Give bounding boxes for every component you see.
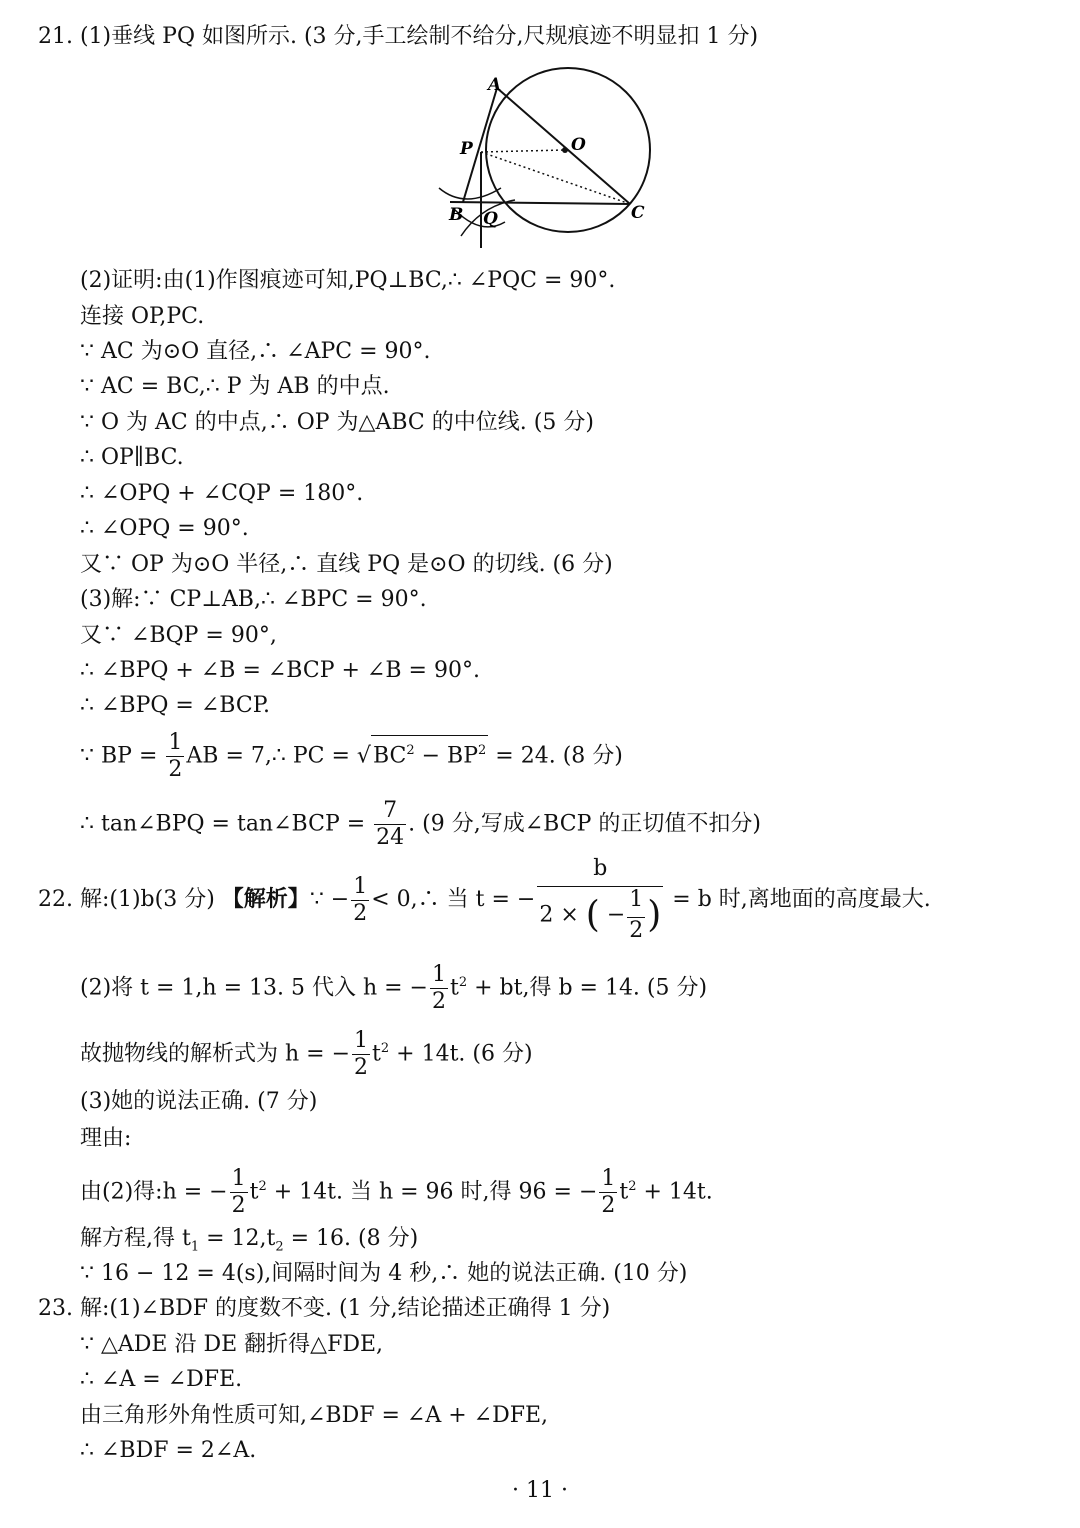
fraction: $\frac{1}{2}$ (431, 962, 446, 1014)
q22-line-5: 理由: (80, 1126, 132, 1151)
label-a: A (488, 75, 502, 95)
q23-line-4: 由三角形外角性质可知,∠BDF = ∠A + ∠DFE, (80, 1403, 549, 1428)
q22-line-1: 22. 解:(1)b(3 分) 【解析】∵ − $\frac{1}{2}$ < 0,∴ 当 t = − b 2 × ( − $\frac{1}{2}$ ) = b 时,离地面的高度最大. (38, 856, 931, 943)
q22-line-6: 由(2)得:h = − $\frac{1}{2}$ $t^2 + 14t$. 当 h = 96 时,得 96 = − $\frac{1}{2}$ $t^2 + 14t$. (80, 1166, 713, 1218)
q21-line-9: 又∵ OP 为⊙O 半径,∴ 直线 PQ 是⊙O 的切线. (6 分) (80, 552, 613, 577)
fraction: $\frac{1}{2}$ (353, 873, 368, 926)
q21-heading: 21. (1)垂线 PQ 如图所示. (3 分,手工绘制不给分,尺规痕迹不明显扣 1 分) (38, 24, 759, 49)
label-q: Q (483, 209, 498, 229)
q22-line-7: 解方程,得 $t_1 = 12,t_2 = 16$. (8 分) (80, 1226, 419, 1255)
q22-line-3: 故抛物线的解析式为 h = − $\frac{1}{2}$ $t^2 + 14t$. (6 分) (80, 1028, 533, 1080)
label-b: B (449, 205, 464, 225)
q21-line-15: ∴ tan∠BPQ = tan∠BCP = $\frac{7}{24}$ . (9 分,写成∠BCP 的正切值不扣分) (80, 798, 761, 850)
inner-fraction: $\frac{1}{2}$ (629, 887, 644, 943)
analysis-tag: 【解析】 (221, 886, 310, 912)
fraction: $\frac{1}{2}$ (231, 1166, 246, 1218)
vertex-fraction: b 2 × ( − $\frac{1}{2}$ ) (539, 856, 662, 943)
q21-line-6: ∴ OP∥BC. (80, 445, 184, 470)
label-o: O (571, 135, 586, 155)
q21-line-11: 又∵ ∠BQP = 90°, (80, 623, 277, 648)
q23-line-3: ∴ ∠A = ∠DFE. (80, 1367, 243, 1392)
q21-line-4: ∵ AC = BC,∴ P 为 AB 的中点. (80, 374, 390, 399)
q21-line-14: ∵ BP = $\frac{1}{2}$ AB = 7,∴ PC = $√BC^2 - BP^2 = 24$. (8 分) (80, 730, 623, 782)
q21-line-10: (3)解:∵ CP⊥AB,∴ ∠BPC = 90°. (80, 587, 427, 612)
q21-line-5: ∵ O 为 AC 的中点,∴ OP 为△ABC 的中位线. (5 分) (80, 410, 594, 435)
segment-ac (497, 88, 630, 204)
segment-pc (481, 152, 630, 204)
q21-line-8: ∴ ∠OPQ = 90°. (80, 516, 249, 541)
square-root: $√BC^2 - BP^2$ (357, 735, 488, 771)
fraction: $\frac{1}{2}$ (354, 1028, 369, 1080)
geometry-figure (425, 60, 665, 255)
label-p: P (460, 139, 473, 159)
q22-line-4: (3)她的说法正确. (7 分) (80, 1089, 318, 1114)
q23-line-2: ∵ △ADE 沿 DE 翻折得△FDE, (80, 1332, 384, 1357)
q21-line-12: ∴ ∠BPQ + ∠B = ∠BCP + ∠B = 90°. (80, 658, 480, 683)
q22-line-8: ∵ 16 − 12 = 4(s),间隔时间为 4 秒,∴ 她的说法正确. (10 分) (80, 1261, 688, 1286)
label-c: C (631, 203, 645, 223)
q21-line-2: 连接 OP,PC. (80, 304, 205, 329)
q23-line-5: ∴ ∠BDF = 2∠A. (80, 1438, 257, 1463)
q21-line-7: ∴ ∠OPQ + ∠CQP = 180°. (80, 481, 364, 506)
q21-line-3: ∵ AC 为⊙O 直径,∴ ∠APC = 90°. (80, 339, 431, 364)
center-dot (562, 147, 568, 153)
segment-bc (450, 202, 630, 204)
arc-mark-1 (439, 188, 501, 199)
fraction: $\frac{7}{24}$ (376, 798, 405, 850)
q21-line-1: (2)证明:由(1)作图痕迹可知,PQ⊥BC,∴ ∠PQC = 90°. (80, 268, 616, 293)
q23-line-1: 23. 解:(1)∠BDF 的度数不变. (1 分,结论描述正确得 1 分) (38, 1296, 611, 1321)
segment-op (481, 150, 565, 152)
fraction: $\frac{1}{2}$ (168, 730, 183, 782)
fraction: $\frac{1}{2}$ (601, 1166, 616, 1218)
q21-line-13: ∴ ∠BPQ = ∠BCP. (80, 693, 271, 718)
page-number: · 11 · (512, 1478, 568, 1503)
q22-line-2: (2)将 t = 1,h = 13. 5 代入 h = − $\frac{1}{2}$ $t^2$ + bt,得 b = 14. (5 分) (80, 962, 708, 1014)
